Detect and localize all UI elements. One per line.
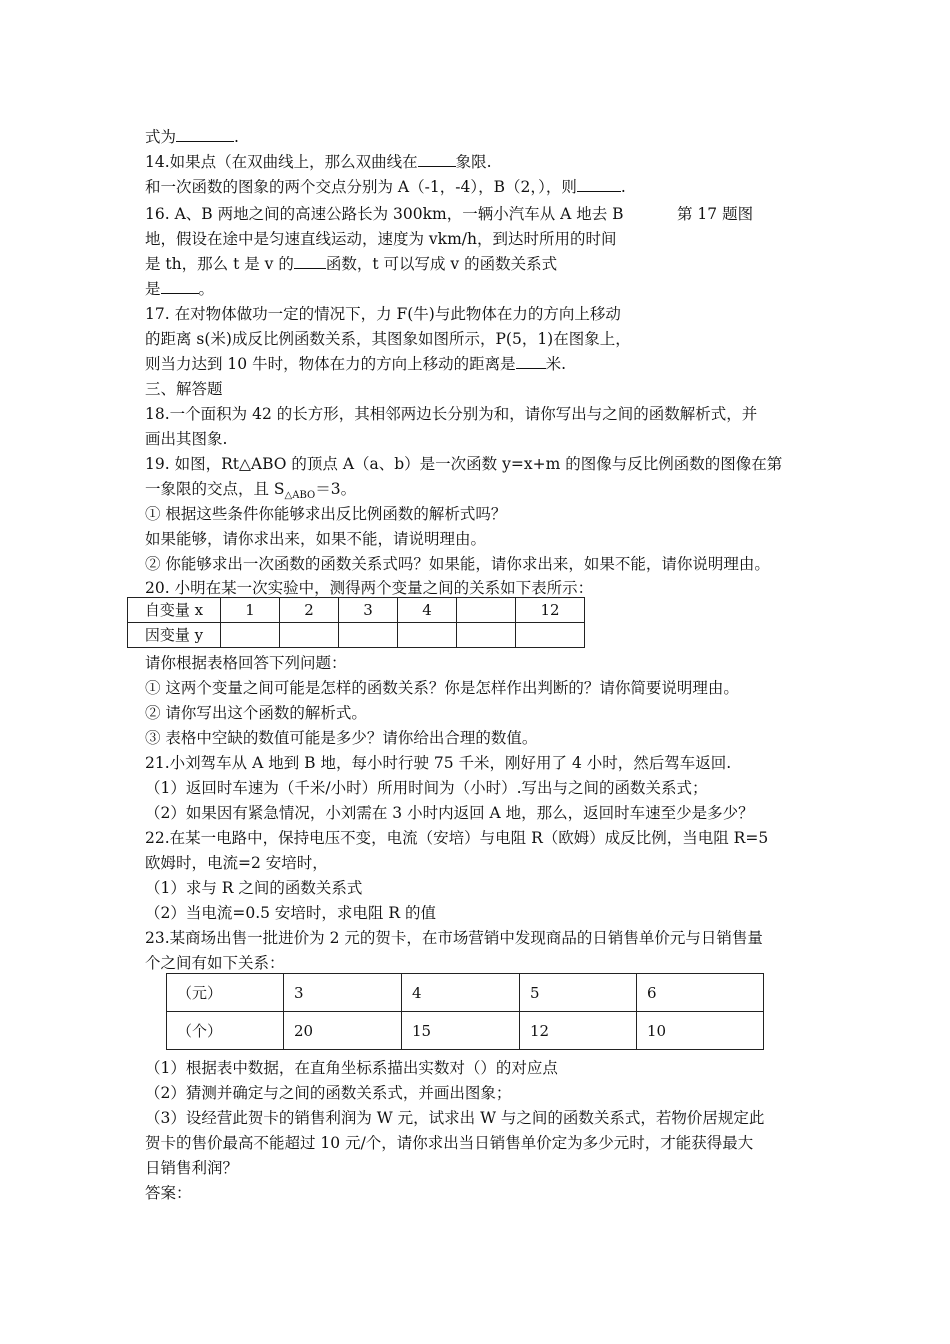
line-q13-end: 式为 . — [145, 128, 239, 146]
blank-underline — [176, 127, 234, 142]
table-cell: 12 — [520, 1012, 637, 1050]
question-23-part3-line3: 日销售利润？ — [145, 1159, 239, 1177]
question-23-part3-line1: （3）设经营此贺卡的销售利润为 W 元，试求出 W 与之间的函数关系式，若物价居规定此 — [145, 1109, 765, 1127]
question-18-line1: 18.一个面积为 42 的长方形，其相邻两边长分别为和，请你写出与之间的函数解析式，并 — [145, 405, 758, 423]
question-21-part2: （2）如果因有紧急情况，小刘需在 3 小时内返回 A 地，那么，返回时车速至少是多少？ — [145, 804, 754, 822]
blank-underline — [418, 152, 456, 167]
table-cell — [516, 623, 585, 648]
question-19-part2: ② 你能够求出一次函数的函数关系式吗？如果能，请你求出来，如果不能，请你说明理由。 — [145, 555, 770, 573]
table-cell: 1 — [221, 598, 280, 623]
question-22-part1: （1）求与 R 之间的函数关系式 — [145, 879, 363, 897]
table-cell: 15 — [402, 1012, 520, 1050]
question-23-line2: 个之间有如下关系： — [145, 954, 285, 972]
table-cell — [280, 623, 339, 648]
table-cell — [457, 598, 516, 623]
table-row — [128, 598, 585, 623]
question-20: 20. 小明在某一次实验中，测得两个变量之间的关系如下表所示： — [145, 579, 594, 597]
question-23-line1: 23.某商场出售一批进价为 2 元的贺卡，在市场营销中发现商品的日销售单价元与日销售量 — [145, 929, 763, 947]
answer-heading: 答案： — [145, 1184, 192, 1202]
question-14: 14.如果点（在双曲线上，那么双曲线在 象限. — [145, 153, 492, 171]
question-19-line2: 一象限的交点，且 $S_{\triangle ABO}=3$。 — [145, 480, 357, 502]
blank-underline — [161, 279, 199, 294]
table-cell: 4 — [398, 598, 457, 623]
question-20-part3: ③ 表格中空缺的数值可能是多少？请你给出合理的数值。 — [145, 729, 538, 747]
question-16-line3: 是 th，那么 t 是 v 的 函数，t 可以写成 v 的函数关系式 — [145, 255, 558, 273]
table-row — [167, 1012, 764, 1050]
table-cell: 4 — [402, 974, 520, 1012]
table-row — [167, 974, 764, 1012]
question-20-prompt: 请你根据表格回答下列问题： — [145, 654, 347, 672]
blank-underline — [577, 177, 621, 192]
table-cell — [457, 623, 516, 648]
question-17-line3: 则当力达到 10 牛时，物体在力的方向上移动的距离是 米. — [145, 355, 567, 373]
question-18-line2: 画出其图象. — [145, 430, 228, 448]
question-17-line2: 的距离 s(米)成反比例函数关系，其图象如图所示，P(5，1)在图象上， — [145, 330, 631, 348]
table-cell — [339, 623, 398, 648]
question-23-part1: （1）根据表中数据，在直角坐标系描出实数对（）的对应点 — [145, 1059, 558, 1077]
blank-underline — [516, 354, 546, 369]
table-cell — [221, 623, 280, 648]
question-19-part1-note: 如果能够，请你求出来，如果不能，请说明理由。 — [145, 530, 487, 548]
table-q23 — [166, 973, 764, 1050]
question-17-line1: 17. 在对物体做功一定的情况下，力 F(牛)与此物体在力的方向上移动 — [145, 305, 621, 323]
question-16-line4: 是 。 — [145, 280, 215, 298]
question-21: 21.小刘驾车从 A 地到 B 地，每小时行驶 75 千米，刚好用了 4 小时，然后驾车返回. — [145, 754, 732, 772]
table-q20 — [127, 597, 585, 648]
question-19-line1: 19. 如图，Rt△ABO 的顶点 A（a、b）是一次函数 y=x+m 的图像与反比例函数的图像在第 — [145, 455, 783, 473]
question-20-part2: ② 请你写出这个函数的解析式。 — [145, 704, 367, 722]
table-cell: （元） — [167, 974, 284, 1012]
table-cell: 3 — [284, 974, 402, 1012]
table-row — [128, 623, 585, 648]
blank-underline — [294, 254, 326, 269]
table-cell: 12 — [516, 598, 585, 623]
question-15: 和一次函数的图象的两个交点分别为 A（-1，-4），B（2，），则 . — [145, 178, 626, 196]
question-21-part1: （1）返回时车速为（千米/小时）所用时间为（小时）.写出与之间的函数关系式； — [145, 779, 708, 797]
question-16-line2: 地，假设在途中是匀速直线运动，速度为 vkm/h，到达时所用的时间 — [145, 230, 617, 248]
table-cell: 20 — [284, 1012, 402, 1050]
figure-17-label: 第 17 题图 — [677, 205, 754, 223]
question-23-part2: （2）猜测并确定与之间的函数关系式，并画出图象； — [145, 1084, 512, 1102]
question-22-part2: （2）当电流=0.5 安培时，求电阻 R 的值 — [145, 904, 436, 922]
table-cell: 3 — [339, 598, 398, 623]
table-cell: 5 — [520, 974, 637, 1012]
question-23-part3-line2: 贺卡的售价最高不能超过 10 元/个，请你求出当日销售单价定为多少元时，才能获得最大 — [145, 1134, 754, 1152]
table-cell: 因变量 y — [128, 623, 221, 648]
table-cell: 6 — [637, 974, 764, 1012]
table-cell: （个） — [167, 1012, 284, 1050]
question-22-line1: 22.在某一电路中，保持电压不变，电流（安培）与电阻 R（欧姆）成反比例，当电阻 R=5 — [145, 829, 769, 847]
question-16-line1: 16. A、B 两地之间的高速公路长为 300km，一辆小汽车从 A 地去 B — [145, 205, 624, 223]
table-cell: 自变量 x — [128, 598, 221, 623]
question-19-part1: ① 根据这些条件你能够求出反比例函数的解析式吗？ — [145, 505, 507, 523]
table-cell: 10 — [637, 1012, 764, 1050]
table-cell: 2 — [280, 598, 339, 623]
question-20-part1: ① 这两个变量之间可能是怎样的函数关系？你是怎样作出判断的？请你简要说明理由。 — [145, 679, 739, 697]
table-cell — [398, 623, 457, 648]
section-heading: 三、解答题 — [145, 380, 223, 398]
question-22-line2: 欧姆时，电流=2 安培时， — [145, 854, 328, 872]
